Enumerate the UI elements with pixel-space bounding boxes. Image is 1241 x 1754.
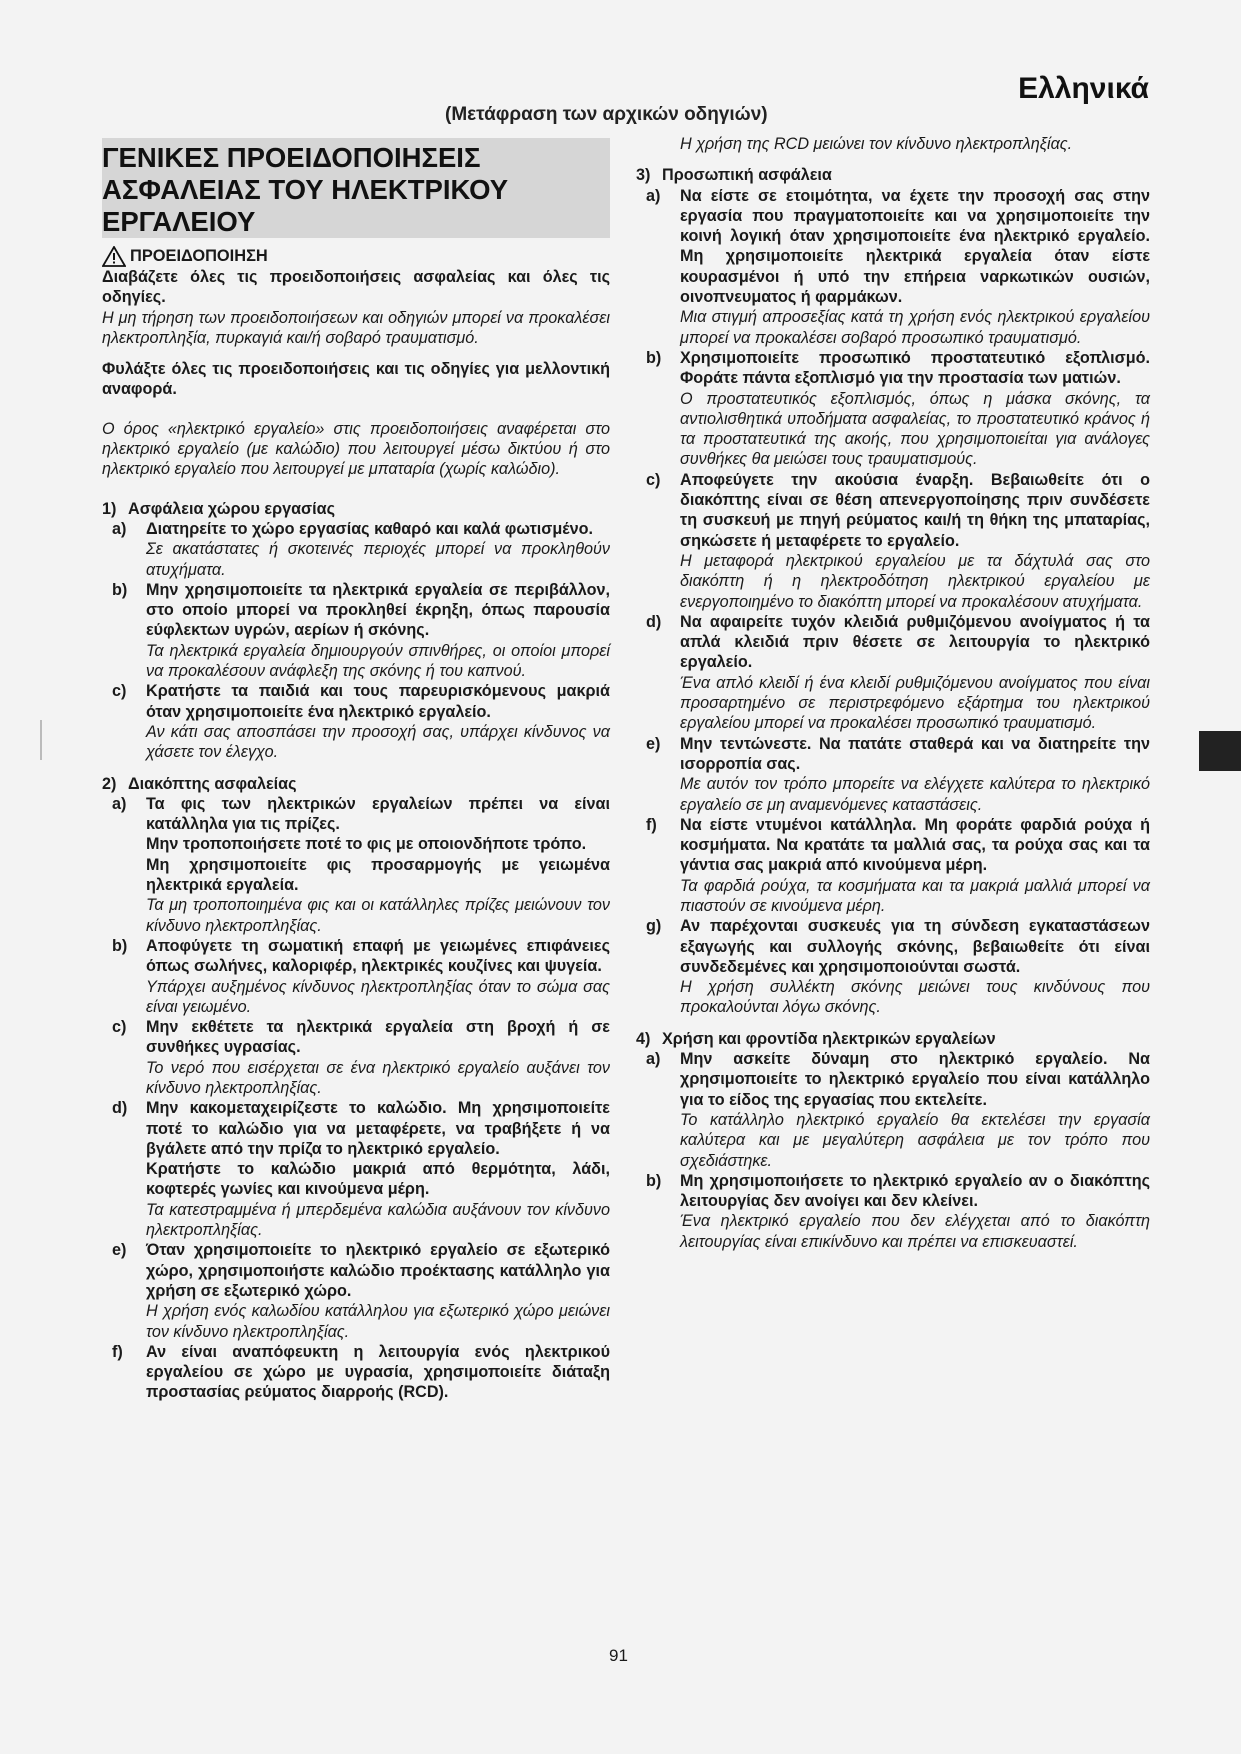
- item-bold: Μη χρησιμοποιήσετε το ηλεκτρικό εργαλείο αν ο διακόπτης λειτουργίας δεν ανοίγει και δεν κλείνει.: [680, 1171, 1150, 1211]
- list-item: [636, 134, 1150, 154]
- list-item: [636, 815, 1150, 916]
- item-italic: Τα φαρδιά ρούχα, τα κοσμήματα και τα μακριά μαλλιά μπορεί να πιαστούν σε κινούμενα μέρη.: [680, 876, 1150, 915]
- section-title: Χρήση και φροντίδα ηλεκτρικών εργαλείων: [662, 1029, 996, 1048]
- title-line-3: ΕΡΓΑΛΕΙΟΥ: [102, 206, 256, 237]
- item-italic: Ένα ηλεκτρικό εργαλείο που δεν ελέγχεται από το διακόπτη λειτουργίας είναι επικίνδυνο και πρέπει να επισκευαστεί.: [680, 1212, 1150, 1251]
- list-item: [102, 1098, 610, 1240]
- list-item: [636, 734, 1150, 815]
- section-number: 3): [636, 166, 651, 185]
- item-italic: Τα μη τροποποιημένα φις και οι κατάλληλες πρίζες μειώνουν τον κίνδυνο ηλεκτροπληξίας.: [146, 896, 610, 935]
- item-bold: Μην τροποποιήσετε ποτέ το φις με οποιονδήποτε τρόπο.: [146, 835, 587, 854]
- list-item: [636, 1049, 1150, 1171]
- item-label: c): [112, 682, 127, 701]
- warning-bold: Διαβάζετε όλες τις προειδοποιήσεις ασφαλείας και όλες τις οδηγίες.: [102, 268, 610, 307]
- item-bold: Μην ασκείτε δύναμη στο ηλεκτρικό εργαλείο. Να χρησιμοποιείτε το ηλεκτρικό εργαλείο που είναι κατάλληλο για το είδος της εργασίας που εκτελείτε.: [680, 1050, 1150, 1109]
- item-bold: Τα φις των ηλεκτρικών εργαλείων πρέπει να είναι κατάλληλα για τις πρίζες.: [146, 794, 610, 834]
- item-label: d): [646, 612, 662, 631]
- item-italic: Η χρήση συλλέκτη σκόνης μειώνει τους κινδύνους που προκαλούνται λόγω σκόνης.: [680, 978, 1150, 1017]
- item-label: a): [646, 1050, 661, 1069]
- item-bold: Να είστε ντυμένοι κατάλληλα. Μη φοράτε φαρδιά ρούχα ή κοσμήματα. Να κρατάτε τα μαλλιά σας, τα ρούχα σας και τα γάντια σας μακριά από κινούμενα μέρη.: [680, 815, 1150, 875]
- item-italic: Υπάρχει αυξημένος κίνδυνος ηλεκτροπληξίας όταν το σώμα σας είναι γειωμένο.: [146, 977, 610, 1016]
- section-title: Διακόπτης ασφαλείας: [128, 774, 297, 793]
- item-label: c): [112, 1018, 127, 1037]
- list-item: [636, 186, 1150, 348]
- list-item: [636, 612, 1150, 734]
- item-bold: Μη χρησιμοποιείτε φις προσαρμογής με γειωμένα ηλεκτρικά εργαλεία.: [146, 855, 610, 895]
- language-label: Ελληνικά: [1018, 72, 1149, 105]
- item-bold: Αποφεύγετε την ακούσια έναρξη. Βεβαιωθείτε ότι ο διακόπτης είναι σε θέση απενεργοποίησης πριν συνδέσετε τη συσκευή με πηγή ρεύματος και/ή τη θήκη της μπαταρίας, σηκώσετε ή μεταφέρετε το εργαλείο.: [680, 470, 1150, 550]
- item-italic: Μια στιγμή απροσεξίας κατά τη χρήση ενός ηλεκτρικού εργαλείου μπορεί να προκαλέσει σοβαρό προσωπικό τραυματισμό.: [680, 308, 1150, 347]
- list-item: [636, 1171, 1150, 1252]
- right-column: [636, 134, 1150, 1252]
- warning-italic: Η μη τήρηση των προειδοποιήσεων και οδηγιών μπορεί να προκαλέσει ηλεκτροπληξία, πυρκαγιά και/ή σοβαρό τραυματισμό.: [102, 308, 610, 347]
- item-label: b): [112, 936, 128, 955]
- item-italic: Η μεταφορά ηλεκτρικού εργαλείου με τα δάχτυλά σας στο διακόπτη ή η ηλεκτροδότηση ηλεκτρικού εργαλείου με ενεργοποιημένο το διακόπτη μπορεί να προκαλέσουν ατυχήματα.: [680, 551, 1150, 611]
- item-label: b): [112, 580, 128, 599]
- item-label: b): [646, 1171, 662, 1190]
- item-label: e): [112, 1241, 127, 1260]
- list-item: [636, 470, 1150, 612]
- item-label: f): [646, 815, 657, 834]
- list-item: [636, 916, 1150, 1017]
- keep-instructions: Φυλάξτε όλες τις προειδοποιήσεις και τις οδηγίες για μελλοντική αναφορά.: [102, 360, 610, 399]
- item-bold: Μην τεντώνεστε. Να πατάτε σταθερά και να διατηρείτε την ισορροπία σας.: [680, 734, 1150, 773]
- list-item: [102, 936, 610, 1017]
- left-column: [102, 246, 610, 1403]
- item-bold: Κρατήστε το καλώδιο μακριά από θερμότητα, λάδι, κοφτερές γωνίες και κινούμενα μέρη.: [146, 1160, 610, 1199]
- page-number: 91: [609, 1646, 628, 1665]
- item-bold: Μην εκθέτετε τα ηλεκτρικά εργαλεία στη βροχή ή σε συνθήκες υγρασίας.: [146, 1018, 610, 1057]
- title-line-1: ΓΕΝΙΚΕΣ ΠΡΟΕΙΔΟΠΟΙΗΣΕΙΣ: [102, 142, 481, 173]
- warning-triangle-icon: [102, 246, 126, 267]
- item-bold: Αν παρέχονται συσκευές για τη σύνδεση εγκαταστάσεων εξαγωγής και συλλογής σκόνης, βεβαιωθείτε ότι είναι συνδεδεμένες και χρησιμοποιούνται σωστά.: [680, 917, 1150, 976]
- title-box: [102, 138, 610, 238]
- item-bold: Διατηρείτε το χώρο εργασίας καθαρό και καλά φωτισμένο.: [146, 519, 593, 538]
- warning-heading: [102, 246, 610, 267]
- item-label: a): [646, 186, 661, 205]
- list-item: [102, 794, 610, 936]
- item-italic: Αν κάτι σας αποσπάσει την προσοχή σας, υπάρχει κίνδυνος να χάσετε τον έλεγχο.: [146, 722, 610, 762]
- item-label: b): [646, 348, 662, 367]
- item-label: a): [112, 519, 127, 538]
- item-label: g): [646, 917, 662, 936]
- item-italic: Η χρήση ενός καλωδίου κατάλληλου για εξωτερικό χώρο μειώνει τον κίνδυνο ηλεκτροπληξίας.: [146, 1302, 610, 1341]
- item-italic: Τα κατεστραμμένα ή μπερδεμένα καλώδια αυξάνουν τον κίνδυνο ηλεκτροπληξίας.: [146, 1200, 610, 1240]
- side-tab-marker: [1199, 731, 1241, 771]
- section-1-heading: [102, 499, 610, 519]
- section-title: Προσωπική ασφάλεια: [662, 166, 832, 185]
- item-italic: Σε ακατάστατες ή σκοτεινές περιοχές μπορεί να προκληθούν ατυχήματα.: [146, 540, 610, 579]
- section-title: Ασφάλεια χώρου εργασίας: [128, 499, 335, 518]
- warning-label: ΠΡΟΕΙΔΟΠΟΙΗΣΗ: [130, 247, 268, 266]
- list-item: [102, 1342, 610, 1403]
- list-item: [102, 519, 610, 580]
- list-item: [102, 580, 610, 681]
- item-italic: Τα ηλεκτρικά εργαλεία δημιουργούν σπινθήρες, οι οποίοι μπορεί να προκαλέσουν ανάφλεξη της σκόνης ή του καπνού.: [146, 641, 610, 681]
- list-item: [102, 1240, 610, 1341]
- item-bold: Όταν χρησιμοποιείτε το ηλεκτρικό εργαλείο σε εξωτερικό χώρο, χρησιμοποιήστε καλώδιο προέκτασης κατάλληλο για χρήση σε εξωτερικό χώρο.: [146, 1241, 610, 1300]
- item-italic: Η χρήση της RCD μειώνει τον κίνδυνο ηλεκτροπληξίας.: [680, 135, 1073, 153]
- item-label: d): [112, 1099, 128, 1118]
- list-item: [102, 681, 610, 762]
- item-italic: Το κατάλληλο ηλεκτρικό εργαλείο θα εκτελέσει την εργασία καλύτερα και με μεγαλύτερη ασφάλεια με τον τρόπο που σχεδιάστηκε.: [680, 1110, 1150, 1170]
- section-number: 2): [102, 774, 117, 793]
- item-bold: Κρατήστε τα παιδιά και τους παρευρισκόμενους μακριά όταν χρησιμοποιείτε ένα ηλεκτρικό εργαλείο.: [146, 682, 610, 721]
- margin-mark: [40, 720, 42, 760]
- item-label: f): [112, 1342, 123, 1361]
- item-italic: Το νερό που εισέρχεται σε ένα ηλεκτρικό εργαλείο αυξάνει τον κίνδυνο ηλεκτροπληξίας.: [146, 1058, 610, 1097]
- item-italic: Με αυτόν τον τρόπο μπορείτε να ελέγχετε καλύτερα το ηλεκτρικό εργαλείο σε μη αναμενόμενες καταστάσεις.: [680, 775, 1150, 814]
- section-3-heading: [636, 165, 1150, 185]
- item-bold: Χρησιμοποιείτε προσωπικό προστατευτικό εξοπλισμό. Φοράτε πάντα εξοπλισμό για την προστασία των ματιών.: [680, 348, 1150, 388]
- list-item: [636, 348, 1150, 470]
- item-bold: Αποφύγετε τη σωματική επαφή με γειωμένες επιφάνειες όπως σωλήνες, καλοριφέρ, ηλεκτρικές κουζίνες και ψυγεία.: [146, 936, 610, 976]
- section-number: 4): [636, 1029, 651, 1048]
- item-label: c): [646, 470, 661, 489]
- term-definition: Ο όρος «ηλεκτρικό εργαλείο» στις προειδοποιήσεις αναφέρεται στο ηλεκτρικό εργαλείο (με καλώδιο) που λειτουργεί μέσω δικτύου ή στο ηλεκτρικό εργαλείο που λειτουργεί με μπαταρία (χωρίς καλώδιο).: [102, 419, 610, 479]
- list-item: [102, 1017, 610, 1098]
- section-number: 1): [102, 499, 117, 518]
- section-2-heading: [102, 774, 610, 794]
- item-bold: Μην κακομεταχειρίζεστε το καλώδιο. Μη χρησιμοποιείτε ποτέ το καλώδιο για να μεταφέρετε, να τραβήξετε ή να βγάλετε από την πρίζα το ηλεκτρικό εργαλείο.: [146, 1099, 610, 1158]
- item-bold: Μην χρησιμοποιείτε τα ηλεκτρικά εργαλεία σε περιβάλλον, στο οποίο μπορεί να προκληθεί έκρηξη, όπως παρουσία εύφλεκτων υγρών, αερίων ή σκόνης.: [146, 580, 610, 640]
- section-4-heading: [636, 1029, 1150, 1049]
- item-bold: Να είστε σε ετοιμότητα, να έχετε την προσοχή σας στην εργασία που πραγματοποιείτε και να χρησιμοποιείτε την κοινή λογική όταν χρησιμοποιείτε ένα ηλεκτρικό εργαλείο. Μη χρησιμοποιείτε ηλεκτρικά εργαλεία όταν είστε κουρασμένοι ή υπό την επήρεια ναρκωτικών ουσιών, οινοπνευματος ή φαρμάκων.: [680, 186, 1150, 307]
- item-bold: Να αφαιρείτε τυχόν κλειδιά ρυθμιζόμενου ανοίγματος ή τα απλά κλειδιά πριν θέσετε σε λειτουργία το ηλεκτρικό εργαλείο.: [680, 612, 1150, 672]
- item-label: a): [112, 794, 127, 813]
- item-bold: Αν είναι αναπόφευκτη η λειτουργία ενός ηλεκτρικού εργαλείου σε χώρο με υγρασία, χρησιμοποιείτε διάταξη προστασίας ρεύματος διαρροής (RCD).: [146, 1342, 610, 1402]
- item-italic: Ο προστατευτικός εξοπλισμός, όπως η μάσκα σκόνης, τα αντιολισθητικά υποδήματα ασφαλείας, το προστατευτικό κράνος ή τα προστατευτικά της ακοής, που χρησιμοποιείται για ανάλογες συνθήκες θα μειώσει τους τραυματισμούς.: [680, 389, 1150, 469]
- translation-subtitle: (Μετάφραση των αρχικών οδηγιών): [445, 104, 768, 125]
- title-line-2: ΑΣΦΑΛΕΙΑΣ ΤΟΥ ΗΛΕΚΤΡΙΚΟΥ: [102, 174, 509, 205]
- item-italic: Ένα απλό κλειδί ή ένα κλειδί ρυθμιζόμενου ανοίγματος που είναι προσαρτημένο σε περιστρεφόμενο εξάρτημα του ηλεκτρικού εργαλείου μπορεί να προκαλέσει προσωπικό τραυματισμό.: [680, 673, 1150, 733]
- item-label: e): [646, 734, 661, 753]
